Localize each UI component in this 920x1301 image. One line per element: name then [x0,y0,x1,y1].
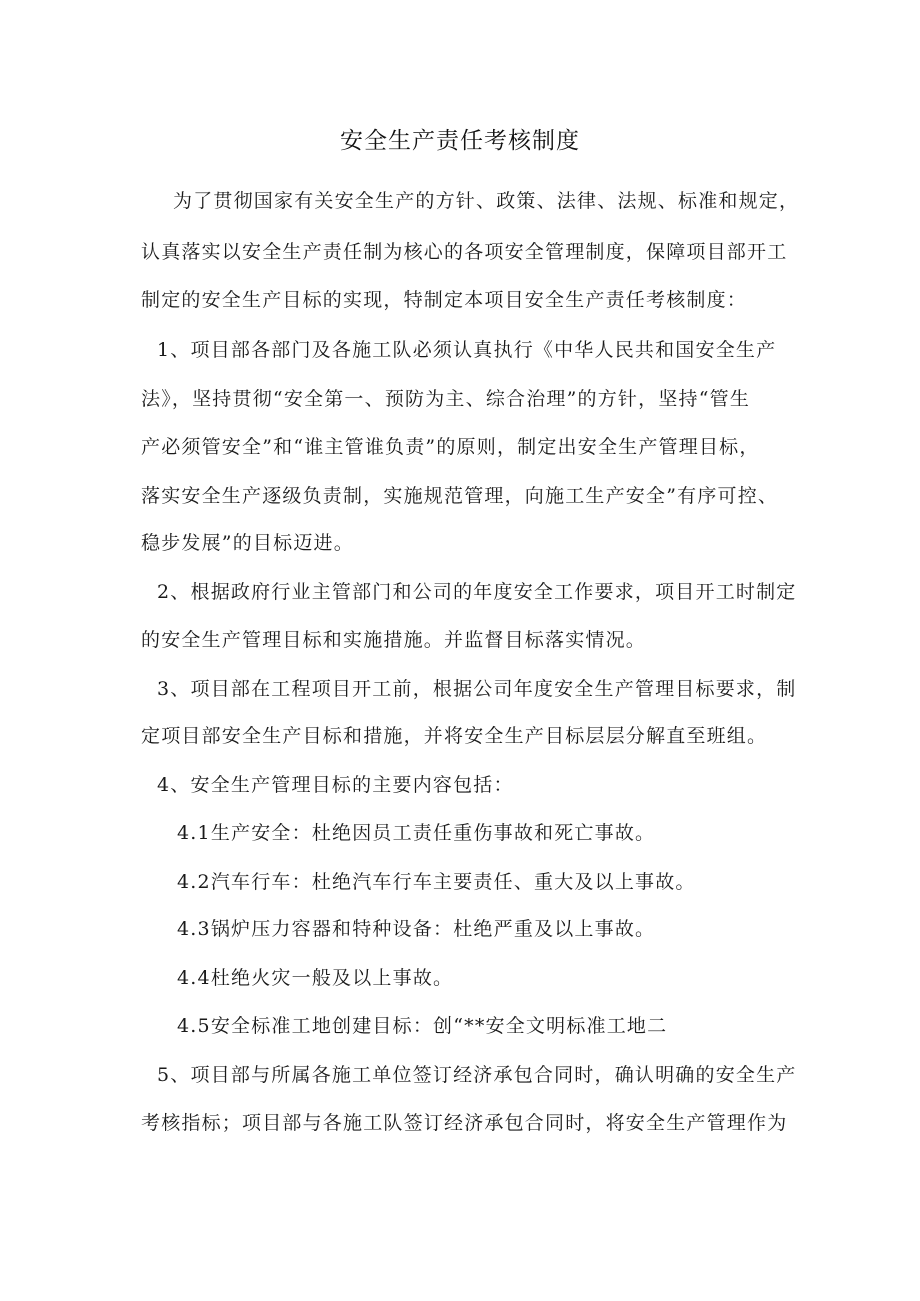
subitem-4-2: 4.2汽车行车：杜绝汽车行车主要责任、重大及以上事故。 [177,871,696,893]
paragraph-line-item1-3: 产必须管安全”和“谁主管谁负责”的原则，制定出安全生产管理目标， [141,436,760,458]
document-title: 安全生产责任考核制度 [340,128,580,154]
paragraph-line-item5-1: 5、项目部与所属各施工单位签订经济承包合同时，确认明确的安全生产 [157,1064,797,1086]
paragraph-line-item1-1: 1、项目部各部门及各施工队必须认真执行《中华人民共和国安全生产 [157,339,777,361]
paragraph-line-item1-5: 稳步发展”的目标迈进。 [141,532,354,554]
paragraph-line-intro-1: 为了贯彻国家有关安全生产的方针、政策、法律、法规、标准和规定， [173,190,800,212]
subitem-4-3: 4.3锅炉压力容器和特种设备：杜绝严重及以上事故。 [177,918,656,940]
paragraph-line-item2-2: 的安全生产管理目标和实施措施。并监督目标落实情况。 [141,629,647,651]
paragraph-line-item5-2: 考核指标；项目部与各施工队签订经济承包合同时，将安全生产管理作为 [141,1112,788,1134]
paragraph-line-item3-2: 定项目部安全生产目标和措施，并将安全生产目标层层分解直至班组。 [141,725,768,747]
paragraph-line-item4: 4、安全生产管理目标的主要内容包括： [157,774,514,796]
paragraph-line-item1-4: 落实安全生产逐级负责制，实施规范管理，向施工生产安全”有序可控、 [141,485,779,507]
paragraph-line-intro-3: 制定的安全生产目标的实现，特制定本项目安全生产责任考核制度： [141,289,748,311]
subitem-4-4: 4.4杜绝火灾一般及以上事故。 [177,967,454,989]
paragraph-line-item3-1: 3、项目部在工程项目开工前，根据公司年度安全生产管理目标要求，制 [157,678,797,700]
subitem-4-1: 4.1生产安全：杜绝因员工责任重伤事故和死亡事故。 [177,822,656,844]
paragraph-line-intro-2: 认真落实以安全生产责任制为核心的各项安全管理制度，保障项目部开工 [141,241,788,263]
paragraph-line-item2-1: 2、根据政府行业主管部门和公司的年度安全工作要求，项目开工时制定 [157,581,797,603]
subitem-4-5: 4.5安全标准工地创建目标：创“**安全文明标准工地二 [177,1015,668,1037]
paragraph-line-item1-2: 法》，坚持贯彻“安全第一、预防为主、综合治理”的方针，坚持“管生 [141,388,751,410]
